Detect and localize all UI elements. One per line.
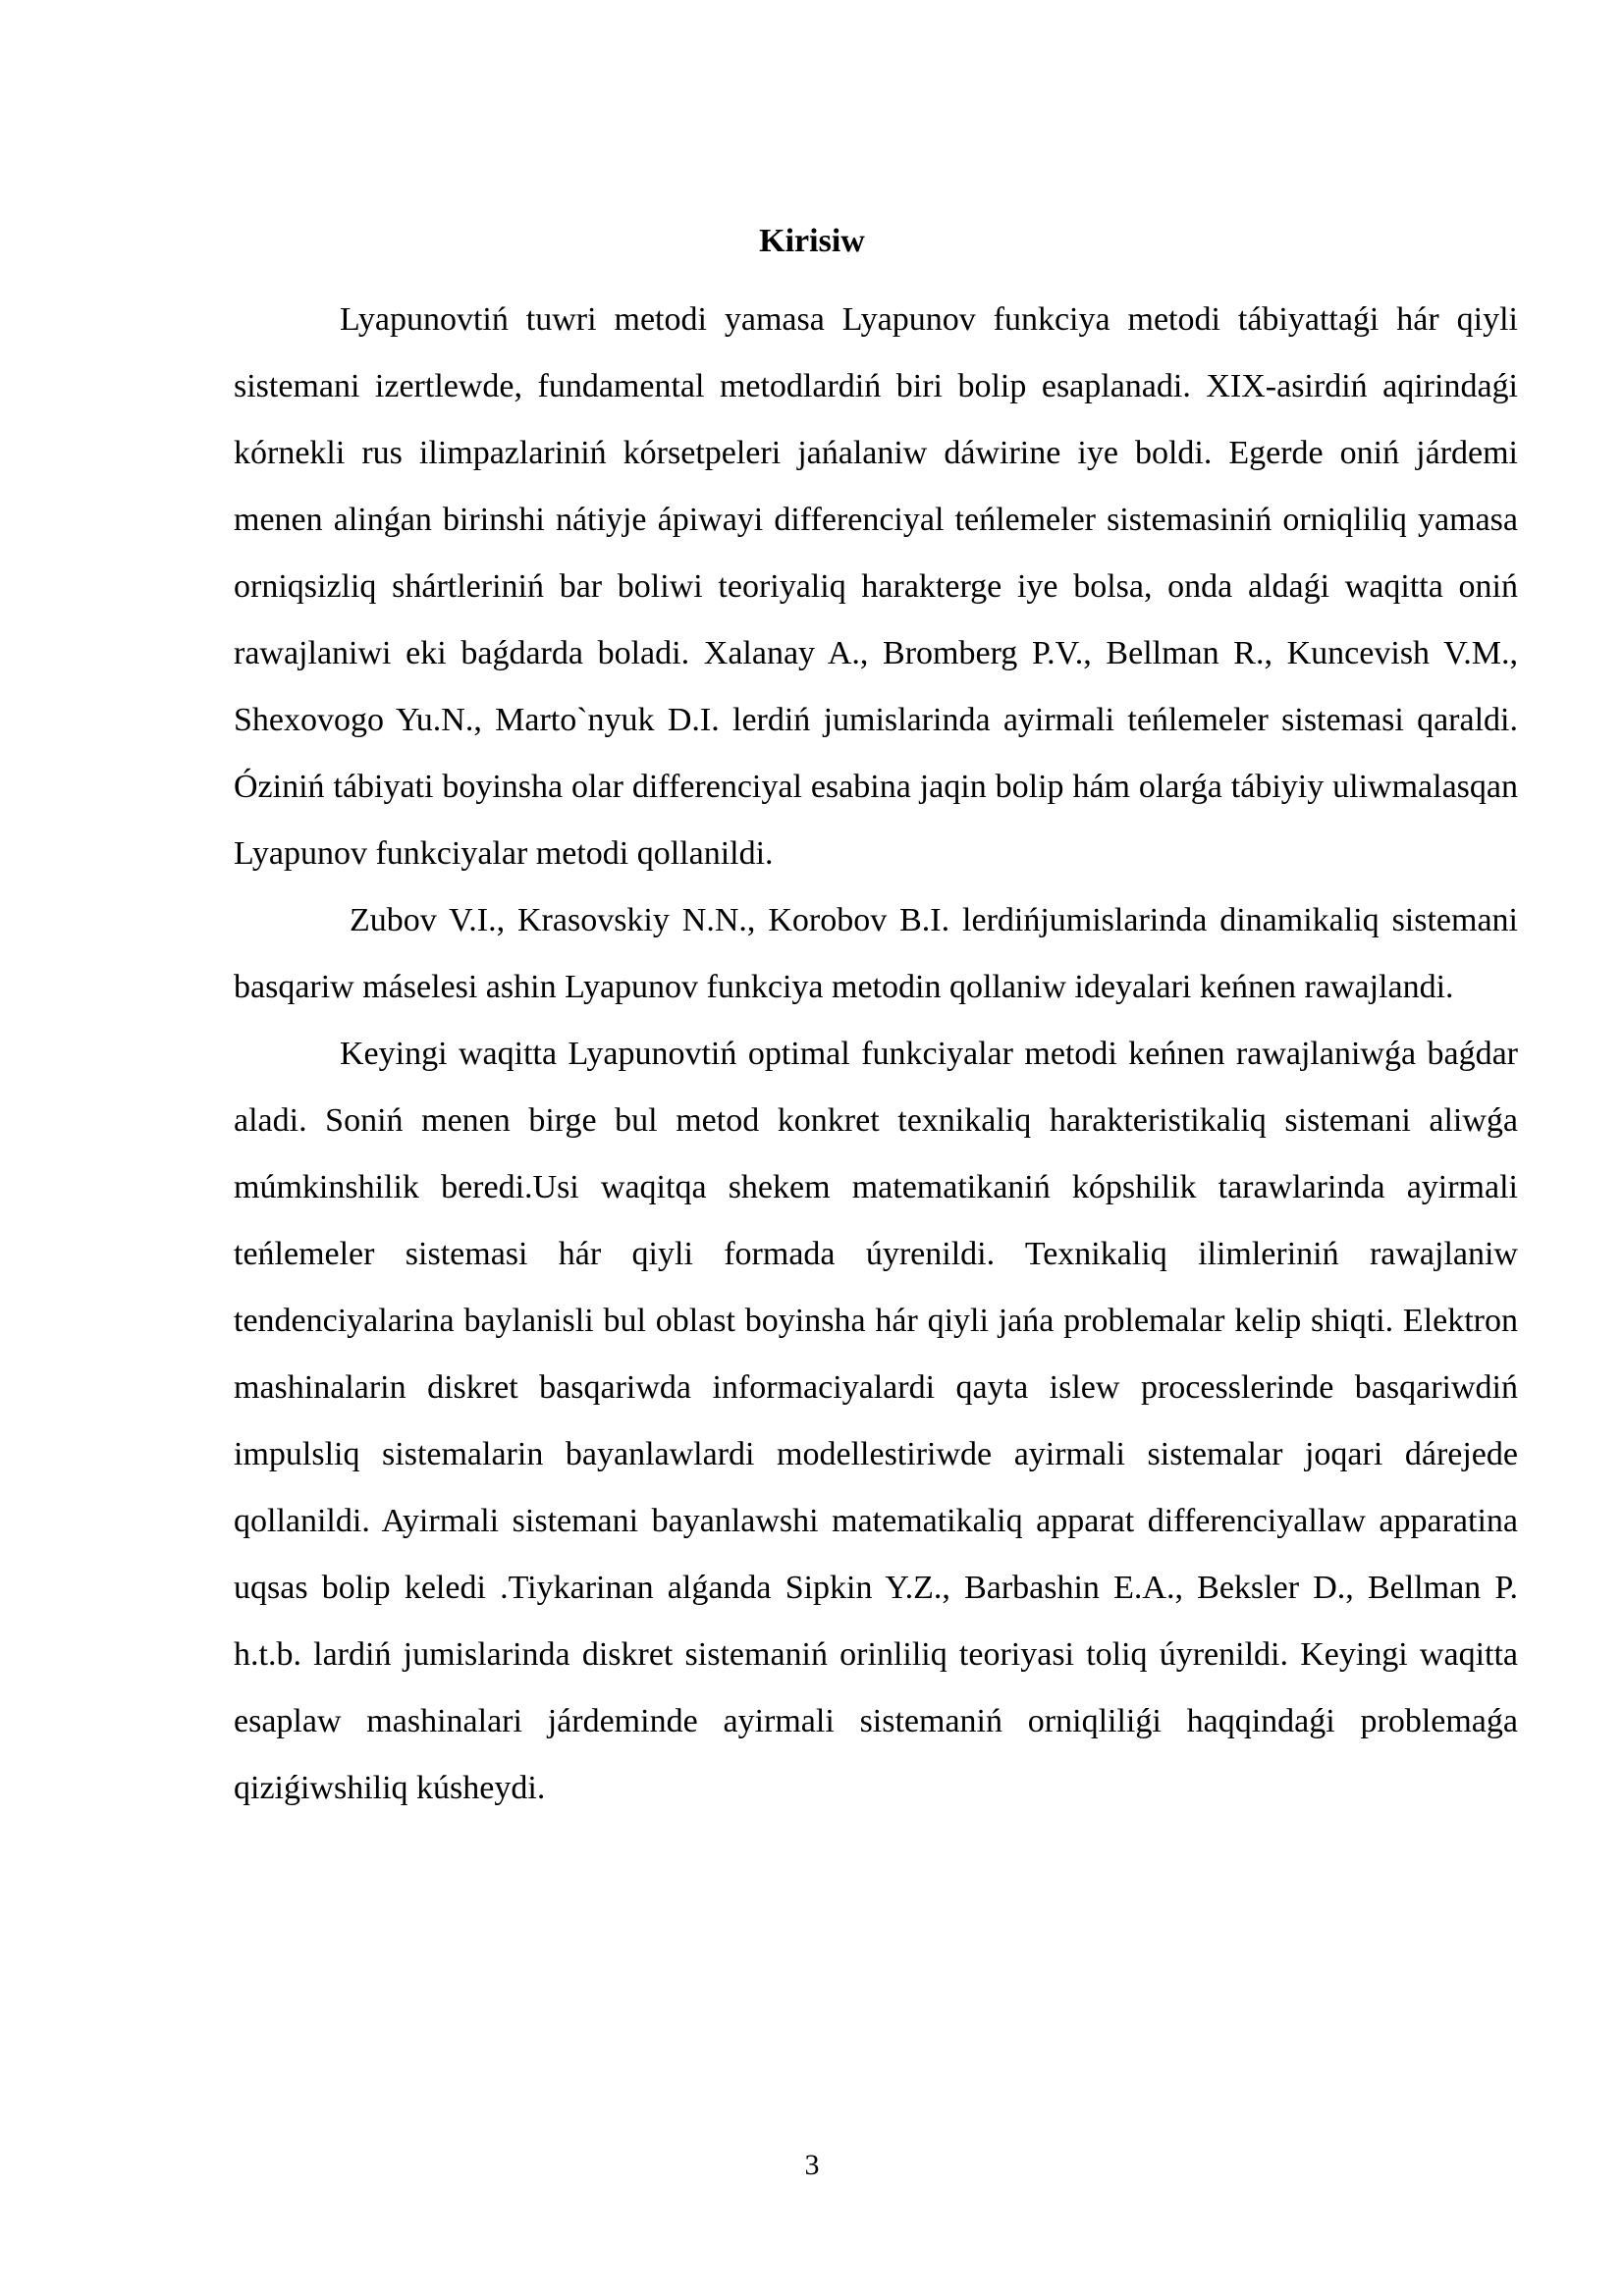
page-number: 3 [804,2149,820,2181]
paragraph-3: Keyingi waqitta Lyapunovtiń optimal funkciyalar metodi keńnen rawajlaniwǵa baǵdar aladi. Soniń menen birge bul metod konkret texnikaliq harakteristikaliq sistemani aliwǵa múmkinshilik beredi.Usi waqitqa shekem matematikaniń kópshilik tarawlarinda ayirmali teńlemeler sistemasi hár qiyli formada úyrenildi. Texnikaliq ilimleriniń rawajlaniw tendenciyalarina baylanisli bul oblast boyinsha hár qiyli jańa problemalar kelip shiqti. Elektron mashinalarin diskret basqariwda informaciyalardi qayta islew processlerinde basqariwdiń impulsliq sistemalarin bayanlawlardi modellestiriwde ayirmali sistemalar joqari dárejede qollanildi. Ayirmali sistemani bayanlawshi matematikaliq apparat differenciyallaw apparatina uqsas bolip keledi .Tiykarinan alǵanda Sipkin Y.Z., Barbashin E.A., Beksler D., Bellman P. h.t.b. lardiń jumislarinda diskret sistemaniń orinliliq teoriyasi toliq úyrenildi. Keyingi waqitta esaplaw mashinalari járdeminde ayirmali sistemaniń orniqliliǵi haqqindaǵi problemaǵa qiziǵiwshiliq kúsheydi. [234,1036,1518,1806]
document-body [234,287,1518,1822]
paragraph-1: Lyapunovtiń tuwri metodi yamasa Lyapunov funkciya metodi tábiyattaǵi hár qiyli sistemani izertlewde, fundamental metodlardiń biri bolip esaplanadi. XIX-asirdiń aqirindaǵi kórnekli rus ilimpazlariniń kórsetpeleri jańalaniw dáwirine iye boldi. Egerde oniń járdemi menen alinǵan birinshi nátiyje ápiwayi differenciyal teńlemeler sistemasiniń orniqliliq yamasa orniqsizliq shártleriniń bar boliwi teoriyaliq harakterge iye bolsa, onda aldaǵi waqitta oniń rawajlaniwi eki baǵdarda boladi. Xalanay A., Bromberg P.V., Bellman R., Kuncevish V.M., Shexovogo Yu.N., Marto`nyuk D.I. lerdiń jumislarinda ayirmali teńlemeler sistemasi qaraldi. Óziniń tábiyati boyinsha olar differenciyal esabina jaqin bolip hám olarǵa tábiyiy uliwmalasqan Lyapunov funkciyalar metodi qollanildi. [234,301,1518,872]
paragraph-2: Zubov V.I., Krasovskiy N.N., Korobov B.I. lerdińjumislarinda dinamikaliq sistemani basqariw máselesi ashin Lyapunov funkciya metodin qollaniw ideyalari keńnen rawajlandi. [234,902,1518,1005]
page-title: Kirisiw [759,223,865,259]
